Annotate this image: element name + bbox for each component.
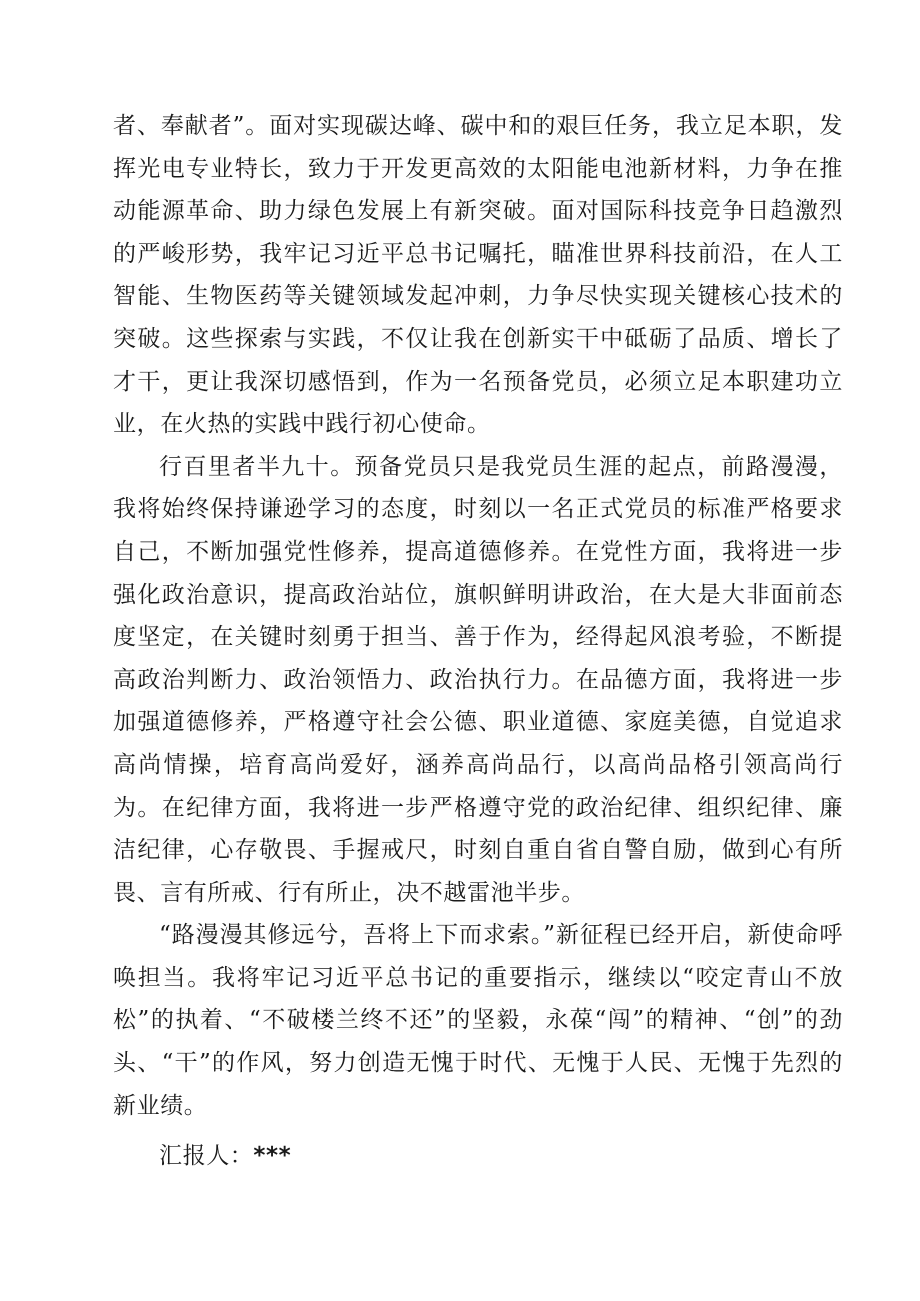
document-body bbox=[113, 105, 843, 1178]
signature-label: 汇报人： bbox=[159, 1143, 254, 1170]
signature-value: *** bbox=[253, 1143, 292, 1170]
paragraph-continued: 者、奉献者”。面对实现碳达峰、碳中和的艰巨任务，我立足本职，发挥光电专业特长，致力于开发更高效的太阳能电池新材料，力争在推动能源革命、助力绿色发展上有新突破。面对国际科技竞争日趋激烈的严峻形势，我牢记习近平总书记嘱托，瞄准世界科技前沿，在人工智能、生物医药等关键领域发起冲刺，力争尽快实现关键核心技术的突破。这些探索与实践，不仅让我在创新实干中砥砺了品质、增长了才干，更让我深切感悟到，作为一名预备党员，必须立足本职建功立业，在火热的实践中践行初心使命。 bbox=[113, 113, 843, 438]
paragraph-closing: “路漫漫其修远兮，吾将上下而求索。”新征程已经开启，新使命呼唤担当。我将牢记习近平总书记的重要指示，继续以“咬定青山不放松”的执着、“不破楼兰终不还”的坚毅，永葆“闯”的精神、“创”的劲头、“干”的作风，努力创造无愧于时代、无愧于人民、无愧于先烈的新业绩。 bbox=[113, 922, 843, 1119]
paragraph-future-commitment: 行百里者半九十。预备党员只是我党员生涯的起点，前路漫漫，我将始终保持谦逊学习的态度，时刻以一名正式党员的标准严格要求自己，不断加强党性修养，提高道德修养。在党性方面，我将进一步强化政治意识，提高政治站位，旗帜鲜明讲政治，在大是大非面前态度坚定，在关键时刻勇于担当、善于作为，经得起风浪考验，不断提高政治判断力、政治领悟力、政治执行力。在品德方面，我将进一步加强道德修养，严格遵守社会公德、职业道德、家庭美德，自觉追求高尚情操，培育高尚爱好，涵养高尚品行，以高尚品格引领高尚行为。在纪律方面，我将进一步严格遵守党的政治纪律、组织纪律、廉洁纪律，心存敬畏、手握戒尺，时刻自重自省自警自励，做到心有所畏、言有所戒、行有所止，决不越雷池半步。 bbox=[113, 453, 843, 906]
signature-line bbox=[113, 1135, 843, 1178]
